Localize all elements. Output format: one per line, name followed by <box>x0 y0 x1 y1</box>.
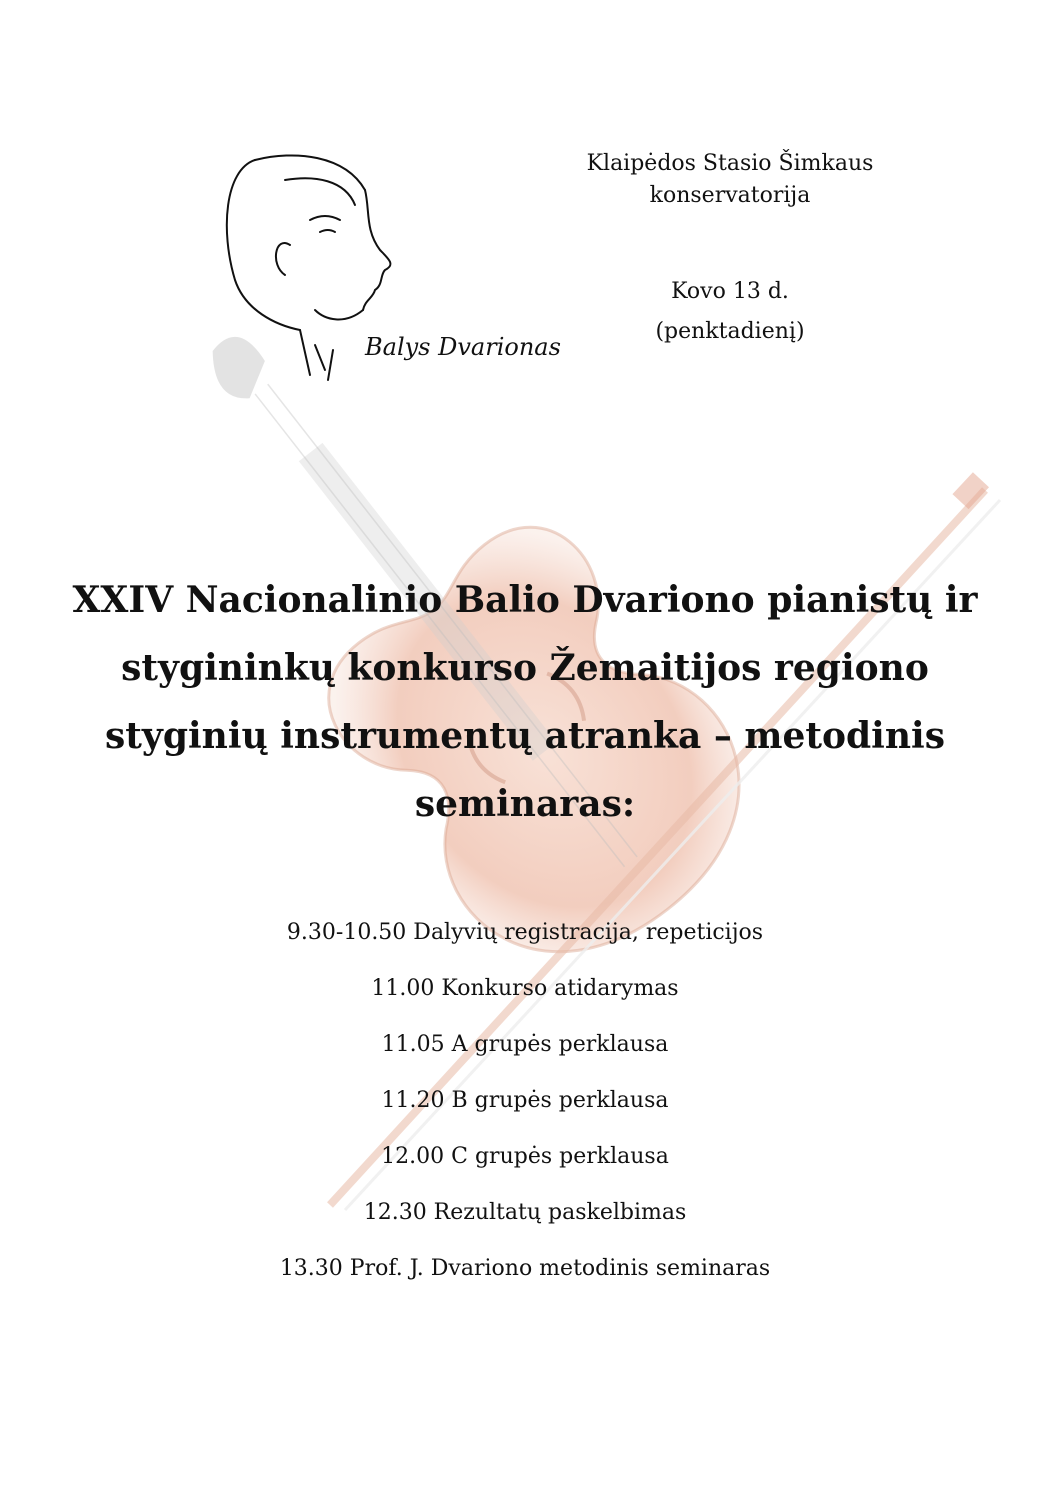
schedule-item: 9.30-10.50 Dalyvių registracija, repeticijos <box>286 920 764 945</box>
schedule-item: 12.00 C grupės perklausa <box>381 1144 669 1169</box>
event-date <box>560 272 900 352</box>
date-text: Kovo 13 d. <box>671 279 789 304</box>
schedule-list <box>150 910 900 1302</box>
schedule-item: 11.05 A grupės perklausa <box>381 1032 669 1057</box>
weekday-text: (penktadienį) <box>655 319 805 344</box>
signature: Balys Dvarionas <box>365 333 561 361</box>
organization-line-2: konservatorija <box>649 183 811 208</box>
organization-name <box>560 148 900 212</box>
schedule-item: 11.00 Konkurso atidarymas <box>371 976 679 1001</box>
schedule-item: 12.30 Rezultatų paskelbimas <box>363 1200 687 1225</box>
portrait-drawing <box>215 150 561 390</box>
organization-line-1: Klaipėdos Stasio Šimkaus <box>586 151 874 176</box>
event-title: XXIV Nacionalinio Balio Dvariono pianistų ir stygininkų konkurso Žemaitijos regiono styginių instrumentų atranka – metodinis seminaras: <box>72 579 978 825</box>
schedule-item: 13.30 Prof. J. Dvariono metodinis seminaras <box>279 1256 771 1281</box>
schedule-item: 11.20 B grupės perklausa <box>381 1088 669 1113</box>
